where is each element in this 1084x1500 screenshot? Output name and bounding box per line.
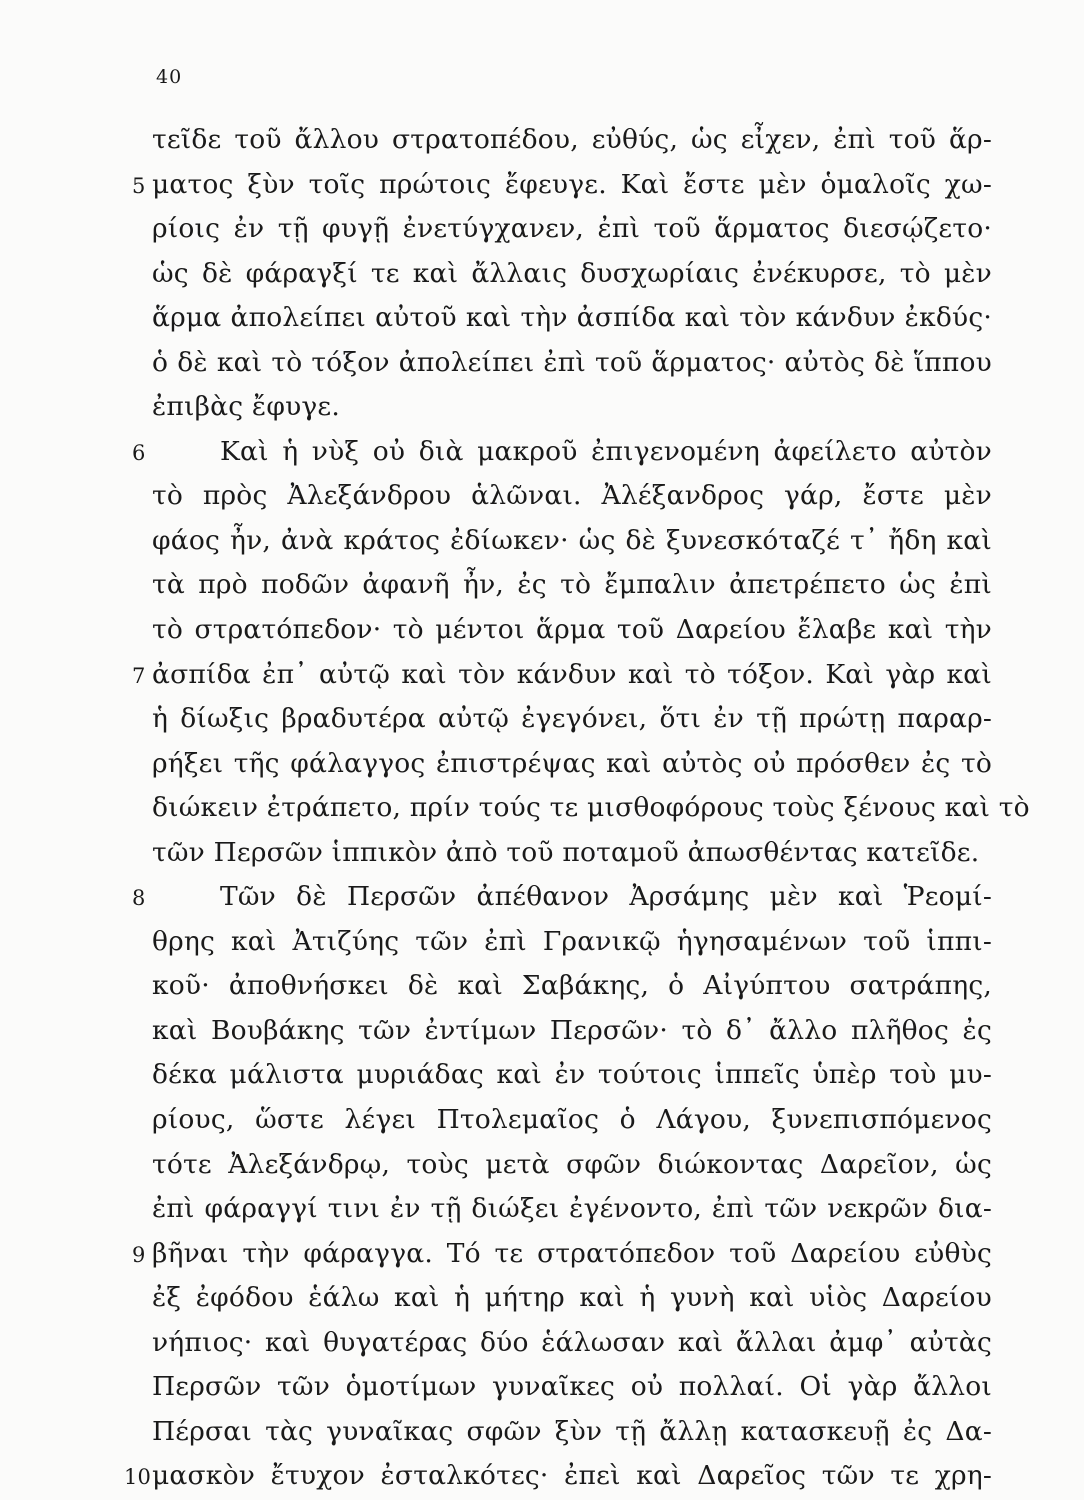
text-line [152,831,992,876]
text-line [132,875,992,920]
line-text: ἐπὶ φάραγγί τινι ἐν τῇ διώξει ἐγένοντο, ἐπὶ τῶν νεκρῶν δια- [152,1193,992,1225]
line-text: Τῶν δὲ Περσῶν ἀπέθανον Ἀρσάμης μὲν καὶ Ῥεομί- [220,881,992,913]
text-line [152,1143,992,1188]
text-line [152,118,992,163]
line-text: μασκὸν ἔτυχον ἐσταλκότες· ἐπεὶ καὶ Δαρεῖος τῶν τε χρη- [152,1460,992,1492]
section-marker: 8 [132,886,146,911]
text-line [152,742,992,787]
section-marker: 10 [124,1465,152,1490]
line-text: ρίους, ὥστε λέγει Πτολεμαῖος ὁ Λάγου, ξυνεπισπόμενος [152,1104,992,1136]
text-line [152,1053,992,1098]
line-text: τότε Ἀλεξάνδρῳ, τοὺς μετὰ σφῶν διώκοντας Δαρεῖον, ὡς [152,1148,992,1180]
text-line [152,786,1030,831]
line-text: κοῦ· ἀποθνήσκει δὲ καὶ Σαβάκης, ὁ Αἰγύπτου σατράπης, [152,970,992,1002]
line-text: ἀσπίδα ἐπ᾽ αὐτῷ καὶ τὸν κάνδυν καὶ τὸ τόξον. Καὶ γὰρ καὶ [152,658,992,690]
text-line [152,1321,992,1366]
line-text: τὰ πρὸ ποδῶν ἀφανῆ ἦν, ἐς τὸ ἔμπαλιν ἀπετρέπετο ὡς ἐπὶ [152,569,992,601]
line-text: τεῖδε τοῦ ἄλλου στρατοπέδου, εὐθύς, ὡς εἶχεν, ἐπὶ τοῦ ἅρ- [152,124,992,155]
section-marker: 7 [132,663,146,688]
line-text: ἐπιβὰς ἔφυγε. [152,391,340,423]
text-line [152,207,992,252]
line-text: φάος ἦν, ἀνὰ κράτος ἐδίωκεν· ὡς δὲ ξυνεσκόταζέ τ᾽ ἤδη καὶ [152,524,992,556]
line-text: ὡς δὲ φάραγξί τε καὶ ἄλλαις δυσχωρίαις ἐνέκυρσε, τὸ μὲν [152,257,992,289]
line-text: νήπιος· καὶ θυγατέρας δύο ἑάλωσαν καὶ ἄλλαι ἀμφ᾽ αὐτὰς [152,1326,992,1358]
text-line [152,1098,992,1143]
line-text: διώκειν ἐτράπετο, πρίν τούς τε μισθοφόρους τοὺς ξένους καὶ τὸ [152,792,1030,824]
line-text: ὁ δὲ καὶ τὸ τόξον ἀπολείπει ἐπὶ τοῦ ἅρματος· αὐτὸς δὲ ἵππου [152,346,992,378]
text-line [152,1009,992,1054]
text-line [152,964,992,1009]
section-marker: 5 [132,173,146,198]
text-line [152,563,992,608]
text-line [152,341,992,386]
text-line [124,1454,992,1499]
line-text: τὸ στρατόπεδον· τὸ μέντοι ἅρμα τοῦ Δαρείου ἔλαβε καὶ τὴν [152,614,992,646]
text-line [152,1276,992,1321]
line-text: ἐξ ἐφόδου ἑάλω καὶ ἡ μήτηρ καὶ ἡ γυνὴ καὶ υἱὸς Δαρείου [152,1282,992,1314]
text-line [132,430,992,475]
line-text: ρίοις ἐν τῇ φυγῇ ἐνετύγχανεν, ἐπὶ τοῦ ἅρματος διεσῴζετο· [152,213,992,245]
text-line [152,296,992,341]
text-line [152,252,992,297]
line-text: ρήξει τῆς φάλαγγος ἐπιστρέψας καὶ αὐτὸς οὐ πρόσθεν ἐς τὸ [152,747,992,779]
text-line [132,163,992,208]
section-marker: 6 [132,440,146,465]
text-line [152,474,992,519]
line-text: τῶν Περσῶν ἱππικὸν ἀπὸ τοῦ ποταμοῦ ἀπωσθέντας κατεῖδε. [152,836,980,868]
text-line [152,608,992,653]
line-text: Καὶ ἡ νὺξ οὐ διὰ μακροῦ ἐπιγενομένη ἀφείλετο αὐτὸν [220,435,992,467]
text-line [152,697,992,742]
text-line [152,519,992,564]
text-line [132,653,992,698]
text-line [152,920,992,965]
line-text: Περσῶν τῶν ὁμοτίμων γυναῖκες οὐ πολλαί. Οἱ γὰρ ἄλλοι [152,1371,992,1403]
line-text: θρης καὶ Ἀτιζύης τῶν ἐπὶ Γρανικῷ ἡγησαμένων τοῦ ἱππι- [152,925,992,957]
line-text: ἅρμα ἀπολείπει αὐτοῦ καὶ τὴν ἀσπίδα καὶ τὸν κάνδυν ἐκδύς· [152,302,992,334]
line-text: καὶ Βουβάκης τῶν ἐντίμων Περσῶν· τὸ δ᾽ ἄλλο πλῆθος ἐς [152,1014,992,1046]
page-number: 40 [156,66,183,88]
text-line [152,385,992,430]
line-text: τὸ πρὸς Ἀλεξάνδρου ἁλῶναι. Ἀλέξανδρος γάρ, ἔστε μὲν [152,480,992,512]
line-text: δέκα μάλιστα μυριάδας καὶ ἐν τούτοις ἱππεῖς ὑπὲρ τοὺ μυ- [152,1059,992,1091]
line-text: ματος ξὺν τοῖς πρώτοις ἔφευγε. Καὶ ἔστε μὲν ὁμαλοῖς χω- [152,168,992,200]
greek-text-body [124,118,1030,1499]
text-line [152,1187,992,1232]
section-marker: 9 [132,1242,146,1267]
text-line [132,1232,992,1277]
text-line [152,1365,992,1410]
line-text: ἡ δίωξις βραδυτέρα αὐτῷ ἐγεγόνει, ὅτι ἐν τῇ πρώτῃ παραρ- [152,703,992,735]
text-line [152,1410,992,1455]
line-text: βῆναι τὴν φάραγγα. Τό τε στρατόπεδον τοῦ Δαρείου εὐθὺς [152,1237,992,1269]
line-text: Πέρσαι τὰς γυναῖκας σφῶν ξὺν τῇ ἄλλῃ κατασκευῇ ἐς Δα- [152,1415,992,1447]
